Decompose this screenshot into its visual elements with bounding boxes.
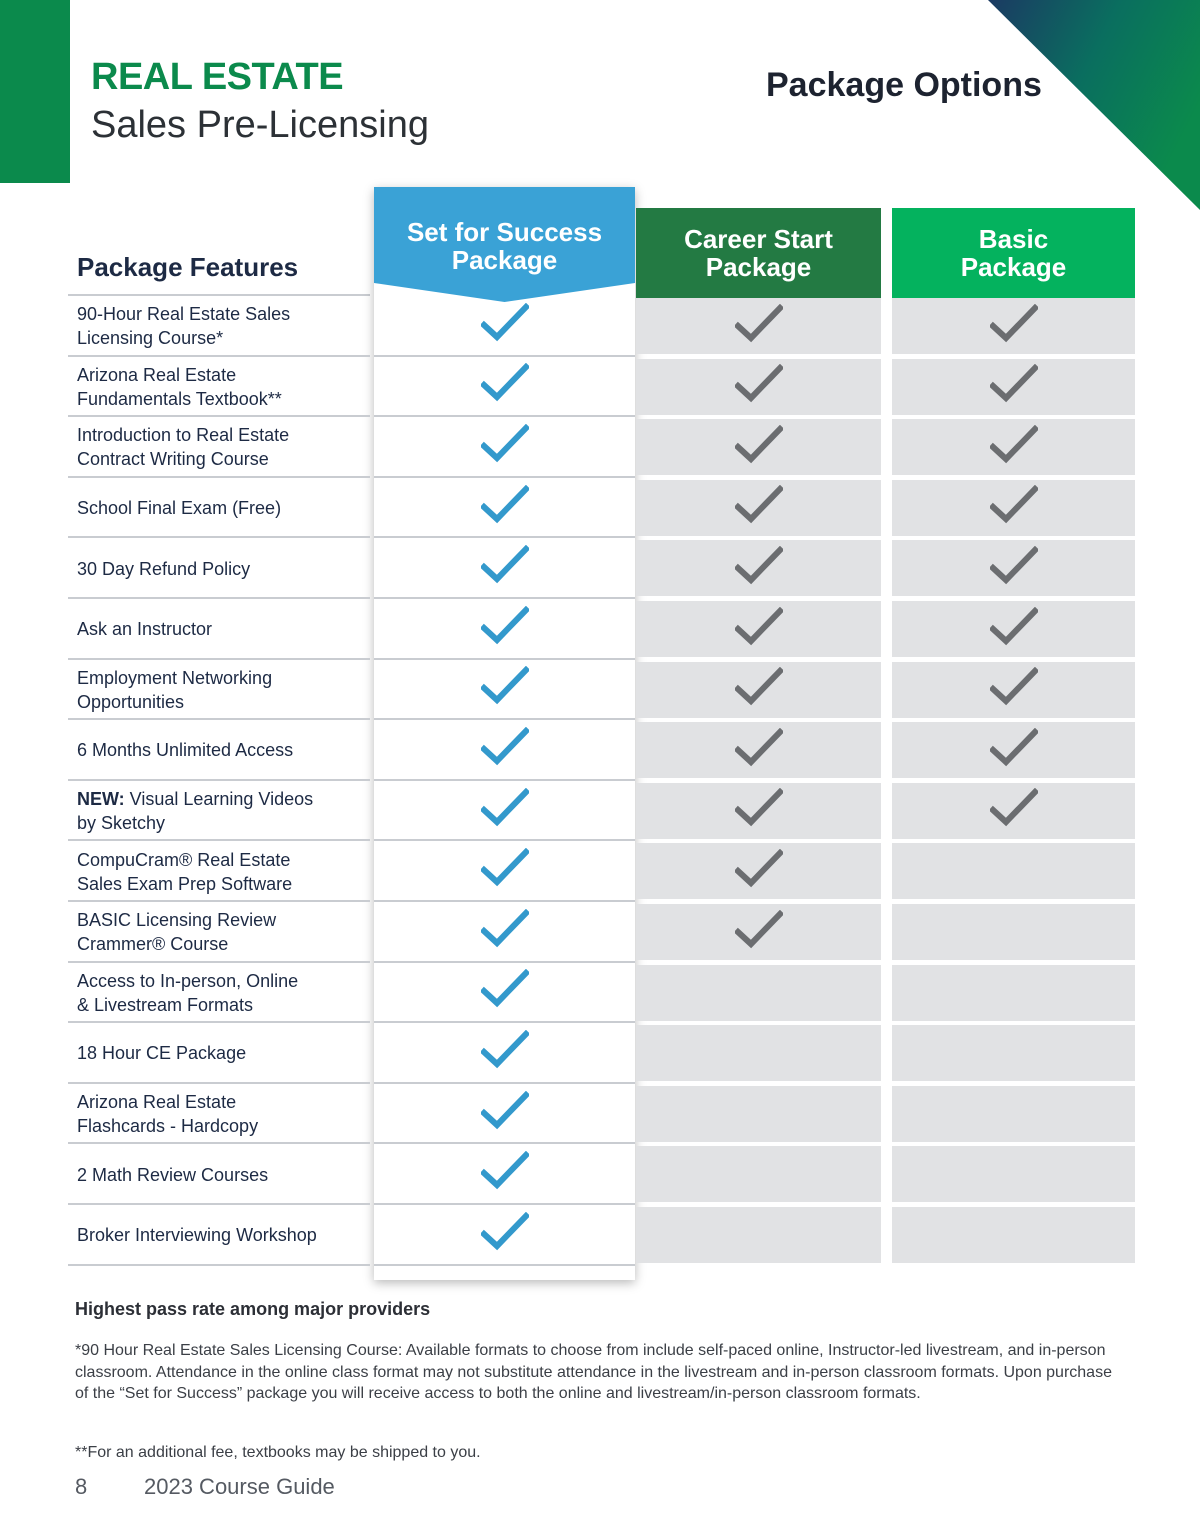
feature-label <box>77 538 367 599</box>
feature-label-text: 30 Day Refund Policy <box>77 558 251 579</box>
feature-label-text: School Final Exam (Free) <box>77 498 282 519</box>
feature-label <box>77 720 367 781</box>
basic-cell <box>892 1086 1135 1142</box>
career-start-cell <box>636 540 881 596</box>
feature-label-prefix: NEW: <box>77 789 125 810</box>
check-icon <box>735 607 783 652</box>
career-start-header-line2: Package <box>705 252 812 282</box>
check-icon <box>481 1030 529 1075</box>
set-for-success-cell <box>374 720 635 781</box>
check-icon <box>735 364 783 409</box>
check-icon <box>481 485 529 530</box>
career-start-cell <box>636 1086 881 1142</box>
row-divider <box>68 1264 370 1266</box>
basic-cell <box>892 1207 1135 1263</box>
career-start-cell <box>636 601 881 657</box>
basic-header-line2: Package <box>960 252 1067 282</box>
basic-header <box>892 208 1135 301</box>
check-icon <box>990 364 1038 409</box>
career-start-header-line1: Career Start <box>684 224 833 254</box>
check-icon <box>990 728 1038 773</box>
career-start-cell <box>636 1025 881 1081</box>
check-icon <box>481 1212 529 1257</box>
basic-cell <box>892 480 1135 536</box>
basic-cell <box>892 1146 1135 1202</box>
set-for-success-cell <box>374 296 635 357</box>
pass-rate-note: Highest pass rate among major providers <box>75 1299 431 1319</box>
basic-cell <box>892 662 1135 718</box>
set-for-success-header <box>374 187 635 302</box>
basic-cell <box>892 359 1135 415</box>
check-icon <box>990 485 1038 530</box>
career-start-cell <box>636 1207 881 1263</box>
set-for-success-cell <box>374 660 635 721</box>
check-icon <box>735 546 783 591</box>
check-icon <box>481 727 529 772</box>
set-for-success-cell <box>374 1023 635 1084</box>
check-icon <box>481 606 529 651</box>
feature-label <box>77 660 367 721</box>
guide-title: 2023 Course Guide <box>144 1474 335 1499</box>
section-title: Package Options <box>766 66 1042 104</box>
check-icon <box>990 788 1038 833</box>
check-icon <box>481 1091 529 1136</box>
page-subtitle: Sales Pre-Licensing <box>91 104 429 146</box>
set-for-success-header-line1: Set for Success <box>406 217 603 247</box>
check-icon <box>735 788 783 833</box>
feature-label <box>77 1205 367 1266</box>
check-icon <box>735 849 783 894</box>
feature-label-text: 6 Months Unlimited Access <box>77 740 294 761</box>
check-icon <box>990 304 1038 349</box>
feature-label <box>77 296 367 357</box>
basic-cell <box>892 298 1135 354</box>
footnote-textbooks: **For an additional fee, textbooks may be shipped to you. <box>75 1444 481 1461</box>
check-icon <box>481 969 529 1014</box>
check-icon <box>735 485 783 530</box>
feature-label <box>77 599 367 660</box>
check-icon <box>735 728 783 773</box>
brand-accent-bar <box>0 0 70 183</box>
career-start-cell <box>636 662 881 718</box>
check-icon <box>990 607 1038 652</box>
footnote-course-formats: *90 Hour Real Estate Sales Licensing Course: Available formats to choose from include self-paced online, Instructor-led livestream, and in-person classroom. Attendance in the online class format may not substitute attendance in the livestream and in-person classroom formats. Upon purchase of the “Set for Success” package you will receive access to both the online and livestream/in-person classroom formats. <box>75 1342 1112 1403</box>
feature-label-text: Ask an Instructor <box>77 619 213 640</box>
basic-cell <box>892 904 1135 960</box>
feature-label <box>77 781 367 842</box>
basic-cell <box>892 419 1135 475</box>
feature-label <box>77 478 367 539</box>
check-icon <box>735 667 783 712</box>
feature-label-text: BASIC Licensing Review Crammer® Course <box>77 910 277 955</box>
set-for-success-cell <box>374 1144 635 1205</box>
check-icon <box>481 909 529 954</box>
set-for-success-cell <box>374 357 635 418</box>
check-icon <box>990 667 1038 712</box>
check-icon <box>990 546 1038 591</box>
feature-label-text: Broker Interviewing Workshop <box>77 1225 317 1246</box>
corner-decoration <box>988 0 1200 210</box>
career-start-cell <box>636 783 881 839</box>
set-for-success-cell <box>374 599 635 660</box>
set-for-success-cell <box>374 902 635 963</box>
feature-label <box>77 841 367 902</box>
feature-label <box>77 902 367 963</box>
check-icon <box>481 424 529 469</box>
basic-cell <box>892 843 1135 899</box>
check-icon <box>481 848 529 893</box>
basic-cell <box>892 722 1135 778</box>
feature-label-text: Employment Networking Opportunities <box>77 667 273 712</box>
feature-label-text: Arizona Real Estate Fundamentals Textbook** <box>77 364 282 409</box>
career-start-cell <box>636 298 881 354</box>
set-for-success-cell <box>374 781 635 842</box>
check-icon <box>481 545 529 590</box>
check-icon <box>735 304 783 349</box>
feature-label-text: 90-Hour Real Estate Sales Licensing Course* <box>77 304 291 349</box>
feature-label <box>77 963 367 1024</box>
set-for-success-header-line2: Package <box>451 245 558 275</box>
set-for-success-cell <box>374 1205 635 1266</box>
feature-label <box>77 1084 367 1145</box>
feature-label-text: Arizona Real Estate Flashcards - Hardcopy <box>77 1092 259 1137</box>
check-icon <box>481 363 529 408</box>
career-start-cell <box>636 419 881 475</box>
feature-label-text: Visual Learning Videos by Sketchy <box>77 789 314 834</box>
set-for-success-cell <box>374 1084 635 1145</box>
career-start-cell <box>636 359 881 415</box>
feature-label-text: 18 Hour CE Package <box>77 1043 247 1064</box>
set-for-success-cell <box>374 417 635 478</box>
feature-label-text: Introduction to Real Estate Contract Writing Course <box>77 425 290 470</box>
feature-label <box>77 1023 367 1084</box>
basic-cell <box>892 601 1135 657</box>
career-start-cell <box>636 965 881 1021</box>
career-start-cell <box>636 480 881 536</box>
feature-label-text: CompuCram® Real Estate Sales Exam Prep Software <box>77 849 293 894</box>
set-for-success-cell <box>374 963 635 1024</box>
basic-cell <box>892 1025 1135 1081</box>
check-icon <box>481 788 529 833</box>
check-icon <box>481 303 529 348</box>
career-start-header <box>636 208 881 301</box>
page-number: 8 <box>75 1474 88 1499</box>
feature-label <box>77 357 367 418</box>
basic-header-line1: Basic <box>978 224 1049 254</box>
set-for-success-cell <box>374 538 635 599</box>
check-icon <box>481 666 529 711</box>
check-icon <box>735 910 783 955</box>
feature-label-text: 2 Math Review Courses <box>77 1164 269 1185</box>
basic-cell <box>892 783 1135 839</box>
basic-cell <box>892 540 1135 596</box>
career-start-cell <box>636 722 881 778</box>
features-column-header: Package Features <box>77 252 299 282</box>
page-title: REAL ESTATE <box>91 56 344 98</box>
feature-label-text: Access to In-person, Online & Livestream Formats <box>77 970 299 1015</box>
set-for-success-cell <box>374 841 635 902</box>
check-icon <box>990 425 1038 470</box>
set-for-success-cell <box>374 478 635 539</box>
feature-label <box>77 1144 367 1205</box>
career-start-cell <box>636 1146 881 1202</box>
feature-label <box>77 417 367 478</box>
career-start-cell <box>636 904 881 960</box>
basic-cell <box>892 965 1135 1021</box>
check-icon <box>735 425 783 470</box>
check-icon <box>481 1151 529 1196</box>
career-start-cell <box>636 843 881 899</box>
